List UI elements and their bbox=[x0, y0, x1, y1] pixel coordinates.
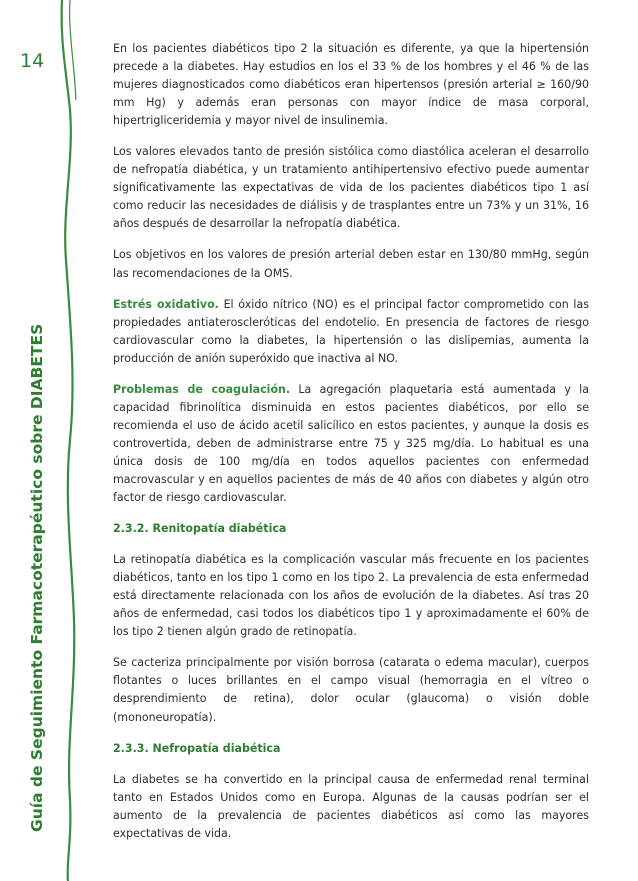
paragraph-body: La agregación plaquetaria está aumentada y la capacidad fibrinolítica disminuida en estos pacientes diabéticos, por ello se recomienda el uso de ácido acetil salicílico en estos pacientes, y aunque la dosis es controvertida, deben de administrarse entre 75 y 325 mg/día. Lo habitual es una única dosis de 100 mg/día en todos aquellos pacientes con enfermedad macrovascular y en aquellos pacientes de más de 40 años con diabetes y algún otro factor de riesgo cardiovascular. bbox=[113, 382, 590, 505]
paragraph-body: El óxido nítrico (NO) es el principal factor comprometido con las propiedades antiateroscleróticas del endotelio. En presencia de factores de riesgo cardiovascular como la diabetes, la hipertensión o las dislipemias, aumenta la producción de anión superóxido que inactiva al NO. bbox=[113, 297, 589, 365]
main-content bbox=[113, 40, 589, 856]
paragraph bbox=[113, 296, 589, 368]
running-title: Guía de Seguimiento Farmacoterapéutico sobre DIABETES bbox=[28, 323, 46, 832]
paragraph: Los objetivos en los valores de presión arterial deben estar en 130/80 mmHg, según las recomendaciones de la OMS. bbox=[113, 248, 589, 280]
paragraph: En los pacientes diabéticos tipo 2 la situación es diferente, ya que la hipertensión precede a la diabetes. Hay estudios en los el 33 % de los hombres y el 46 % de las mujeres diagnosticados como diabéticos eran hipertensos (presión arterial ≥ 160/90 mm Hg) y además eran personas con mayor índice de masa corporal, hipertrigliceridemia y mayor nivel de insulinemia. bbox=[113, 42, 589, 128]
paragraph: La diabetes se ha convertido en la principal causa de enfermedad renal terminal tanto en Estados Unidos como en Europa. Algunas de la causas podrían ser el aumento de la prevalencia de pacientes diabéticos así como las mayores expectativas de vida. bbox=[113, 772, 589, 840]
paragraph-lead: Estrés oxidativo. bbox=[113, 297, 219, 311]
paragraph bbox=[113, 381, 589, 507]
paragraph: Los valores elevados tanto de presión sistólica como diastólica aceleran el desarrollo de nefropatía diabética, y un tratamiento antihipertensivo efectivo puede aumentar significativamente las expectativas de vida de los pacientes diabéticos tipo 1 así como reducir las necesidades de diálisis y de trasplantes entre un 73% y un 31%, 16 años después de desarrollar la nefropatía diabética. bbox=[113, 145, 589, 231]
section-heading: 2.3.2. Renitopatía diabética bbox=[113, 522, 287, 536]
paragraph-lead: Problemas de coagulación. bbox=[113, 382, 291, 396]
paragraph: Se cacteriza principalmente por visión borrosa (catarata o edema macular), cuerpos flotantes o luces brillantes en el campo visual (hemorragia en el vítreo o desprendimiento de retina), dolor ocular (glaucoma) o visión doble (mononeuropatía). bbox=[113, 656, 589, 724]
section-heading: 2.3.3. Nefropatía diabética bbox=[113, 741, 281, 755]
paragraph: La retinopatía diabética es la complicación vascular más frecuente en los pacientes diabéticos, tanto en los tipo 1 como en los tipo 2. La prevalencia de esta enfermedad está directamente relacionada con los años de evolución de la diabetes. Así tras 20 años de enfermedad, casi todos los diabéticos tipo 1 y aproximadamente el 60% de los tipo 2 tienen algún grado de retinopatía. bbox=[113, 553, 589, 639]
sidebar bbox=[0, 0, 80, 881]
page-number: 14 bbox=[20, 50, 45, 72]
